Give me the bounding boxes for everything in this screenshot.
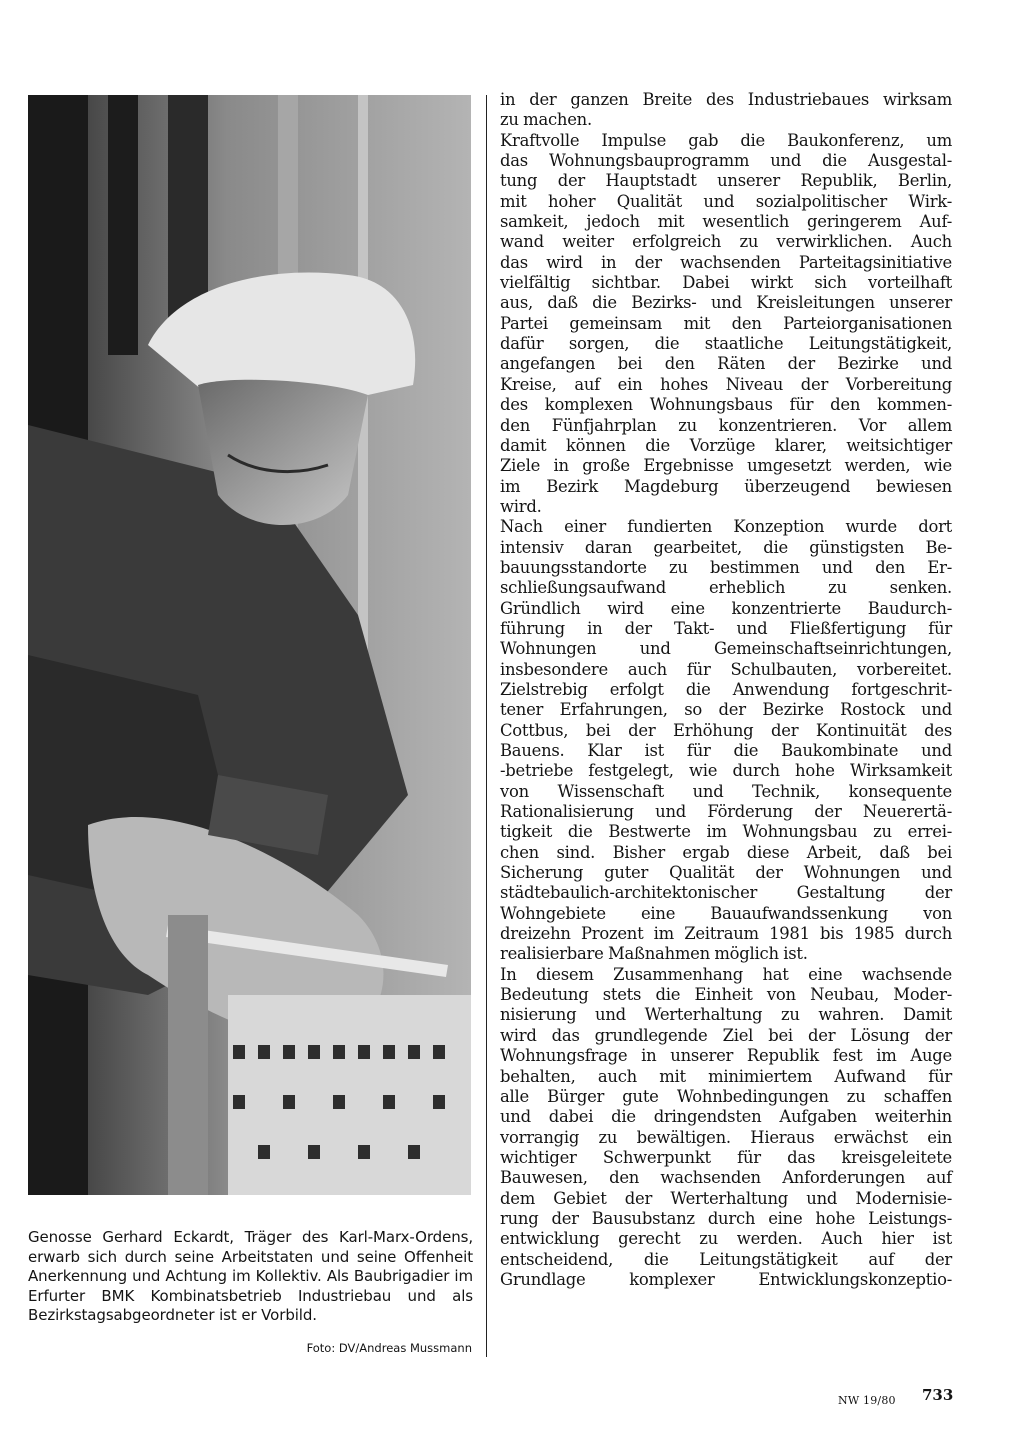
article-line: Wohngebiete eine Bauaufwandssenkung von xyxy=(500,903,952,923)
article-line: -betriebe festgelegt, wie durch hohe Wirksamkeit xyxy=(500,761,952,781)
column-divider xyxy=(486,95,487,1357)
article-line: chen sind. Bisher ergab diese Arbeit, daß bei xyxy=(500,842,952,862)
article-line: bauungsstandorte zu bestimmen und den Er- xyxy=(500,557,952,577)
article-line: dreizehn Prozent im Zeitraum 1981 bis 1985 durch xyxy=(500,924,952,944)
article-line: und dabei die dringendsten Aufgaben weiterhin xyxy=(500,1107,952,1127)
article-line: das wird in der wachsenden Parteitagsinitiative xyxy=(500,252,952,272)
article-line: schließungsaufwand erheblich zu senken. xyxy=(500,578,952,598)
article-line: Grundlage komplexer Entwicklungskonzeptio- xyxy=(500,1269,952,1289)
article-line: Bauwesen, den wachsenden Anforderungen auf xyxy=(500,1168,952,1188)
article-line: das Wohnungsbauprogramm und die Ausgestal- xyxy=(500,151,952,171)
article-line: mit hoher Qualität und sozialpolitischer Wirk- xyxy=(500,191,952,211)
worker-photo xyxy=(28,95,471,1195)
article-line: dafür sorgen, die staatliche Leitungstätigkeit, xyxy=(500,334,952,354)
article-line: dem Gebiet der Werterhaltung und Modernisie- xyxy=(500,1188,952,1208)
article-line: samkeit, jedoch mit wesentlich geringerem Auf- xyxy=(500,212,952,232)
article-line: realisierbare Maßnahmen möglich ist. xyxy=(500,944,808,964)
article-line: Wohnungen und Gemeinschaftseinrichtungen, xyxy=(500,639,952,659)
article-line: zu machen. xyxy=(500,110,592,130)
article-line: Gründlich wird eine konzentrierte Baudurch- xyxy=(500,598,952,618)
article-line: Cottbus, bei der Erhöhung der Kontinuität des xyxy=(500,720,952,740)
article-line: Partei gemeinsam mit den Parteiorganisationen xyxy=(500,313,952,333)
article-line: von Wissenschaft und Technik, konsequente xyxy=(500,781,952,801)
article-line: insbesondere auch für Schulbauten, vorbereitet. xyxy=(500,659,952,679)
article-line: entwicklung gerecht zu werden. Auch hier ist xyxy=(500,1229,952,1249)
article-line: wichtiger Schwerpunkt für das kreisgeleitete xyxy=(500,1147,952,1167)
article-line: wird. xyxy=(500,496,542,516)
page-number: 733 xyxy=(922,1386,954,1404)
article-line: Kraftvolle Impulse gab die Baukonferenz, um xyxy=(500,130,952,150)
article-line: tener Erfahrungen, so der Bezirke Rostock und xyxy=(500,700,952,720)
article-line: Ziele in große Ergebnisse umgesetzt werden, wie xyxy=(500,456,952,476)
photo-credit: Foto: DV/Andreas Mussmann xyxy=(306,1341,472,1355)
article-line: in der ganzen Breite des Industriebaues wirksam xyxy=(500,90,952,109)
article-line: vielfältig sichtbar. Dabei wirkt sich vorteilhaft xyxy=(500,273,952,293)
article-line: intensiv daran gearbeitet, die günstigsten Be- xyxy=(500,537,952,557)
article-line: Nach einer fundierten Konzeption wurde dort xyxy=(500,517,952,537)
article-line: rung der Bausubstanz durch eine hohe Leistungs- xyxy=(500,1208,952,1228)
article-line: Wohnungsfrage in unserer Republik fest im Auge xyxy=(500,1046,952,1066)
article-line: behalten, auch mit minimiertem Aufwand für xyxy=(500,1066,952,1086)
article-line: Kreise, auf ein hohes Niveau der Vorbereitung xyxy=(500,374,952,394)
article-line: städtebaulich-architektonischer Gestaltung der xyxy=(500,883,952,903)
article-line: Sicherung guter Qualität der Wohnungen und xyxy=(500,863,952,883)
article-line: im Bezirk Magdeburg überzeugend bewiesen xyxy=(500,476,952,496)
article-line: tigkeit die Bestwerte im Wohnungsbau zu errei- xyxy=(500,822,952,842)
article-line: wand weiter erfolgreich zu verwirklichen. Auch xyxy=(500,232,952,252)
article-line: tung der Hauptstadt unserer Republik, Berlin, xyxy=(500,171,952,191)
article-line: alle Bürger gute Wohnbedingungen zu schaffen xyxy=(500,1086,952,1106)
article-line: vorrangig zu bewältigen. Hieraus erwächst ein xyxy=(500,1127,952,1147)
article-line: In diesem Zusammenhang hat eine wachsende xyxy=(500,964,952,984)
article-line: entscheidend, die Leitungstätigkeit auf der xyxy=(500,1249,952,1269)
article-line: angefangen bei den Räten der Bezirke und xyxy=(500,354,952,374)
article-line: wird das grundlegende Ziel bei der Lösung der xyxy=(500,1025,952,1045)
article-line: führung in der Takt- und Fließfertigung für xyxy=(500,618,952,638)
worker-photo-drawing xyxy=(28,95,471,1195)
article-line: nisierung und Werterhaltung zu wahren. Damit xyxy=(500,1005,952,1025)
article-line: Zielstrebig erfolgt die Anwendung fortgeschrit- xyxy=(500,679,952,699)
article-line: Bauens. Klar ist für die Baukombinate und xyxy=(500,741,952,760)
article-line: Rationalisierung und Förderung der Neuerertä- xyxy=(500,802,952,822)
article-line: den Fünfjahrplan zu konzentrieren. Vor allem xyxy=(500,415,952,435)
article-line: damit können die Vorzüge klarer, weitsichtiger xyxy=(500,435,952,455)
page-footer xyxy=(838,1386,954,1408)
article-line: des komplexen Wohnungsbaus für den kommen- xyxy=(500,395,952,415)
article-line: Bedeutung stets die Einheit von Neubau, Moder- xyxy=(500,985,952,1005)
issue-number: NW 19/80 xyxy=(838,1394,896,1407)
article-line: aus, daß die Bezirks- und Kreisleitungen unserer xyxy=(500,293,952,313)
article-text-column xyxy=(500,90,952,1290)
photo-caption: Genosse Gerhard Eckardt, Träger des Karl-Marx-Ordens, erwarb sich durch seine Arbeitstaten und seine Offenheit Anerkennung und Achtung im Kollektiv. Als Baubrigadier im Erfurter BMK Kombinatsbetrieb Industriebau und als Bezirkstagsabgeordneter ist er Vorbild. xyxy=(28,1228,473,1324)
